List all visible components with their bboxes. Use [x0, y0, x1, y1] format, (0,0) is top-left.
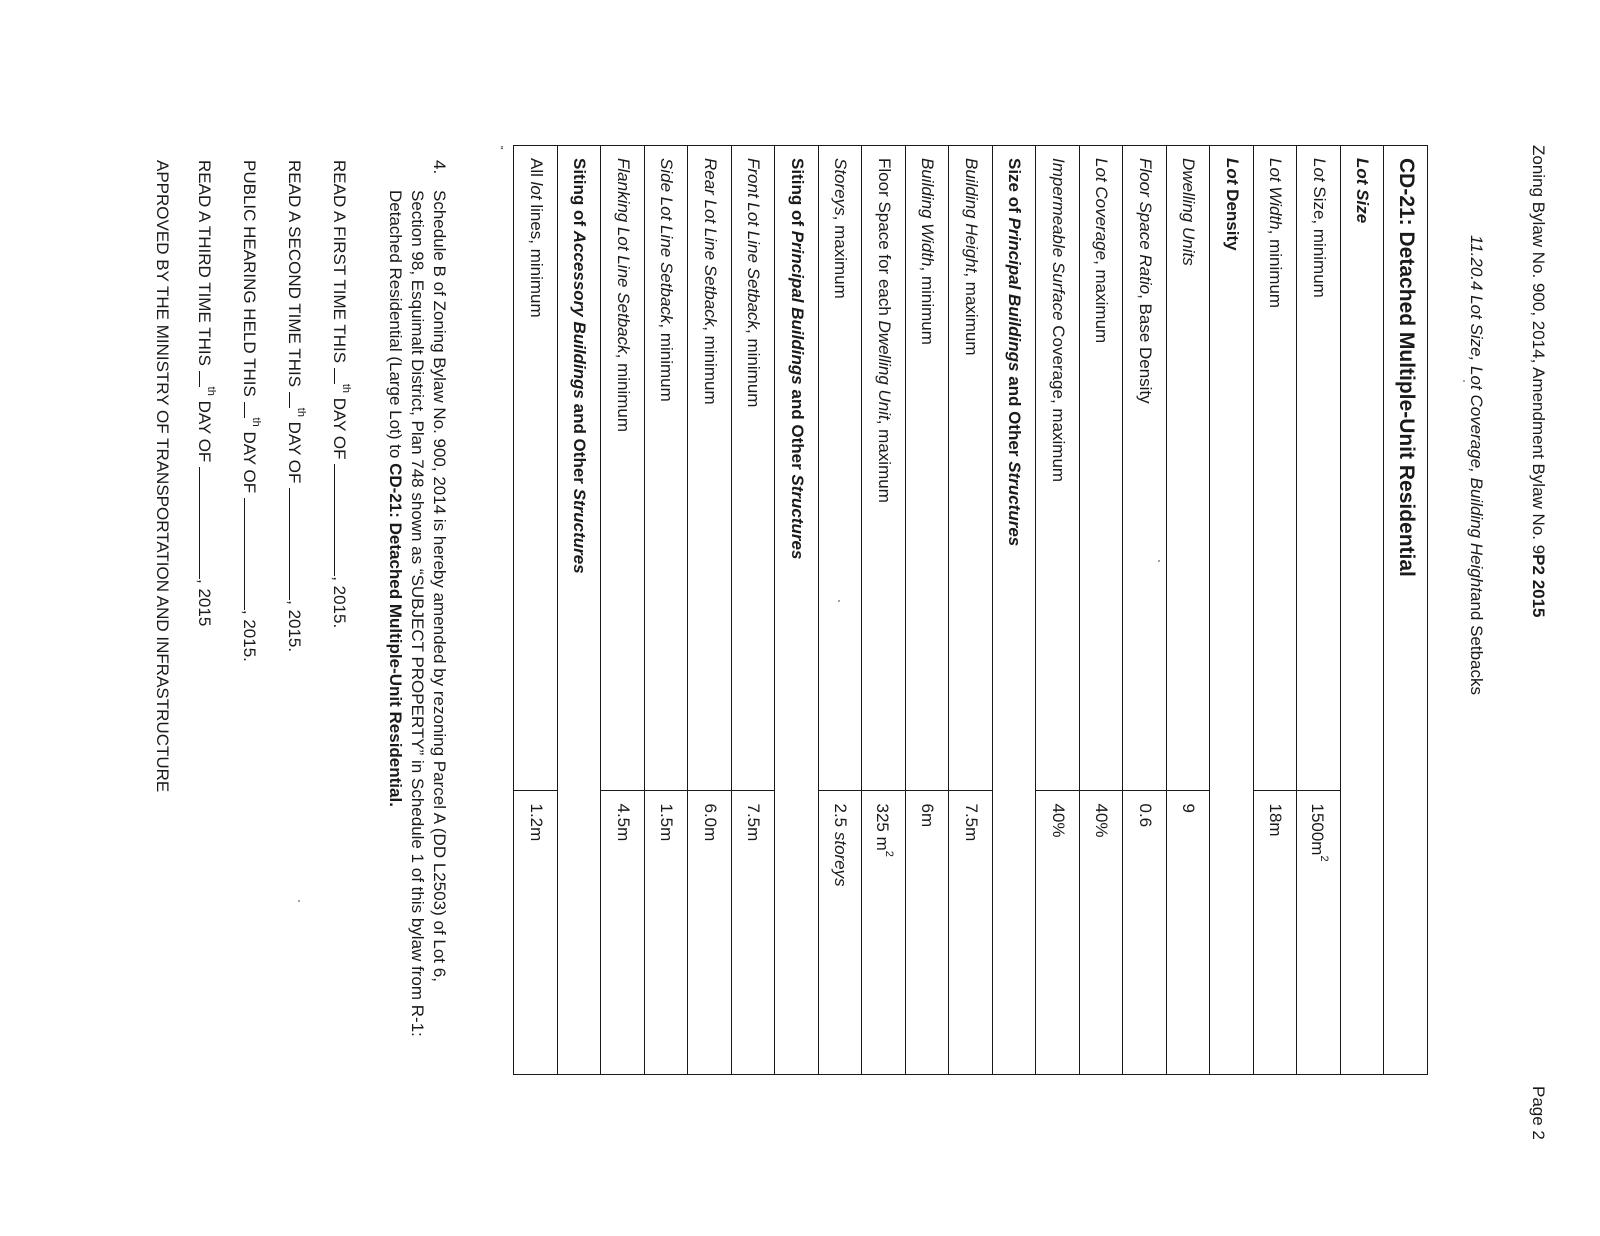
section-term-lot-coverage: Lot Coverage — [1467, 366, 1486, 469]
row-heading-siting-accessory — [558, 146, 602, 1075]
term: Accessory Buildings — [570, 230, 590, 399]
reading-label: READ A FIRST TIME THIS — [330, 160, 349, 368]
row-value: 6m — [906, 791, 950, 1075]
term: Structures — [570, 488, 590, 574]
row-label — [1167, 146, 1211, 791]
row-value: 6.0m — [688, 791, 732, 1075]
term: Impermeable Surface — [1048, 158, 1068, 321]
reading-dayof: DAY OF — [240, 426, 259, 498]
table-row — [645, 146, 689, 1075]
table-title-row — [1384, 146, 1428, 1075]
heading-part: and Other — [570, 398, 590, 489]
row-heading-size — [993, 146, 1037, 1075]
row-value: 40% — [1080, 791, 1124, 1075]
table-row — [1036, 146, 1080, 1075]
superscript: 2 — [883, 850, 896, 857]
superscript: th — [205, 386, 217, 396]
table-row — [775, 146, 819, 1075]
table-row — [1210, 146, 1254, 1075]
term: Principal Buildings — [1005, 217, 1025, 372]
label-rest: Coverage, maximum — [1048, 320, 1068, 483]
term: Lot Coverage — [1092, 158, 1112, 261]
label-part: All — [526, 158, 546, 182]
heading-part: Siting of — [570, 158, 590, 231]
table-row — [1254, 146, 1298, 1075]
label-rest: , Base Density — [1135, 294, 1155, 404]
table-row — [949, 146, 993, 1075]
label-rest: , minimum — [1266, 229, 1286, 309]
row-heading-lot-density — [1210, 146, 1254, 1075]
label-rest: , minimum — [657, 323, 677, 402]
table-row — [1297, 146, 1341, 1075]
reading-dayof: DAY OF — [285, 416, 304, 489]
closing-quote: " — [493, 146, 504, 150]
section-term-building-height: Building Height — [1467, 477, 1486, 592]
row-value: 7.5m — [732, 791, 776, 1075]
row-value: 1.5m — [645, 791, 689, 1075]
table-row — [601, 146, 645, 1075]
superscript: 2 — [1318, 855, 1331, 862]
term: Dwelling Unit — [874, 320, 894, 420]
reading-dayof: DAY OF — [195, 395, 214, 468]
term: Floor Space Ratio — [1135, 158, 1155, 295]
scan-speck — [1158, 560, 1160, 562]
term: Principal Buildings — [787, 230, 807, 385]
label-rest: , minimum — [700, 326, 720, 405]
superscript: th — [295, 407, 307, 417]
table-row — [993, 146, 1037, 1075]
term: Dwelling Units — [1179, 158, 1199, 266]
regulations-table — [514, 145, 1429, 1075]
row-label — [601, 146, 645, 791]
reading-label: READ A THIRD TIME THIS — [195, 160, 214, 371]
page-number: Page 2 — [1529, 1086, 1548, 1140]
label-part: Floor Space for each — [874, 158, 894, 321]
reading-first — [329, 160, 352, 628]
term: Side Lot Line Setback — [657, 158, 677, 324]
row-value: 1.2m — [514, 791, 558, 1075]
approval-line: APPROVED BY THE MINISTRY OF TRANSPORTATION AND INFRASTRUCTURE — [153, 160, 172, 793]
row-label — [1297, 146, 1341, 791]
term: Lot — [1222, 158, 1242, 185]
row-label — [819, 146, 863, 791]
table-row — [1123, 146, 1167, 1075]
reading-label: PUBLIC HEARING HELD THIS — [240, 160, 259, 402]
row-label — [1036, 146, 1080, 791]
blank-month — [244, 498, 259, 610]
table-row — [1167, 146, 1211, 1075]
blank-month — [334, 464, 349, 576]
blank-day — [289, 392, 304, 408]
label-rest: Size, minimum — [1309, 181, 1329, 298]
heading-part: Siting of — [787, 158, 807, 231]
term: Rear Lot Line Setback — [700, 158, 720, 327]
section-title: 11.20.4 Lot Size, Lot Coverage, Building Heightand Setbacks — [1467, 235, 1486, 695]
scan-speck — [838, 600, 840, 602]
blank-day — [334, 368, 349, 384]
header-left-text: Zoning Bylaw No. 900, 2014, Amendment Bylaw No. 9 — [1529, 145, 1548, 555]
reading-second — [284, 160, 307, 652]
reading-dayof: DAY OF — [330, 393, 349, 465]
value-text: 2.5 — [831, 803, 851, 832]
reading-year: , 2015 — [195, 579, 214, 627]
row-value — [1297, 791, 1341, 1075]
reading-year: , 2015. — [240, 609, 259, 662]
paragraph-text — [384, 190, 450, 1040]
blank-day — [199, 371, 214, 387]
row-heading-lot-size: Lot Size — [1341, 146, 1385, 1075]
scan-speck — [298, 900, 300, 902]
reading-year: , 2015. — [285, 600, 304, 653]
term: Building Width — [918, 158, 938, 267]
term: Front Lot Line Setback — [744, 158, 764, 330]
row-value: 7.5m — [949, 791, 993, 1075]
row-value: 9 — [1167, 791, 1211, 1075]
term: Structures — [787, 474, 807, 560]
table-row — [819, 146, 863, 1075]
row-value: 4.5m — [601, 791, 645, 1075]
row-label — [906, 146, 950, 791]
blank-month — [289, 488, 304, 600]
value-text: 325 m — [873, 803, 893, 851]
term: lot — [526, 181, 546, 200]
heading-part: and Other — [1005, 371, 1025, 462]
superscript: th — [340, 383, 352, 394]
table-row — [558, 146, 602, 1075]
heading-rest: Density — [1222, 184, 1242, 251]
header-bylaw-title — [1528, 145, 1548, 618]
table-row — [862, 146, 906, 1075]
paragraph-number: 4. — [430, 160, 449, 175]
section-term-lot-size: Lot Size — [1467, 295, 1486, 357]
row-value — [819, 791, 863, 1075]
reading-public-hearing — [239, 160, 262, 662]
term: Storeys — [831, 158, 851, 216]
row-label — [514, 146, 558, 791]
section-number: 11.20.4 — [1467, 235, 1486, 291]
row-heading-siting-principal — [775, 146, 819, 1075]
value-unit: storeys — [831, 831, 851, 887]
header-overlap-text: P2 2015 — [1529, 554, 1548, 618]
row-value: 0.6 — [1123, 791, 1167, 1075]
table-row — [906, 146, 950, 1075]
row-value: 40% — [1036, 791, 1080, 1075]
term: Structures — [1005, 461, 1025, 547]
row-value: 18m — [1254, 791, 1298, 1075]
value-text: 1500m — [1308, 803, 1328, 856]
superscript: th — [250, 417, 262, 427]
label-rest: , minimum — [918, 266, 938, 345]
row-label — [1080, 146, 1124, 791]
table-title: CD-21: Detached Multiple-Unit Residential — [1384, 146, 1428, 1075]
paragraph-body: Schedule B of Zoning Bylaw No. 900, 2014 is hereby amended by rezoning Parcel A (DD L2503) of Lot 6, Section 98, Esquimalt District, Plan 748 shown as “SUBJECT PROPERTY” in Schedule 1 of this bylaw from R-1: Detached Residential (Large Lot) to — [386, 190, 449, 1037]
label-rest: , minimum — [613, 353, 633, 433]
row-label — [949, 146, 993, 791]
label-rest: , maximum — [1092, 260, 1112, 344]
section-term-setbacks: and Setbacks — [1467, 591, 1486, 695]
heading-part: Size of — [1005, 158, 1025, 218]
table-row — [514, 146, 558, 1075]
row-label — [645, 146, 689, 791]
row-label — [862, 146, 906, 791]
label-rest: , maximum — [961, 272, 981, 356]
row-value — [862, 791, 906, 1075]
row-label — [1254, 146, 1298, 791]
term: Flanking Lot Line Setback — [613, 158, 633, 354]
label-rest: , maximum — [874, 419, 894, 503]
term: Lot Width — [1266, 158, 1286, 230]
term: Lot — [1309, 158, 1329, 182]
paragraph-bold-zone: CD-21: Detached Multiple-Unit Residential. — [386, 463, 405, 807]
row-label — [732, 146, 776, 791]
row-label — [1123, 146, 1167, 791]
row-label — [688, 146, 732, 791]
label-rest: , minimum — [744, 329, 764, 408]
heading-part: and Other — [787, 384, 807, 475]
label-rest: lines, minimum — [526, 199, 546, 318]
blank-day — [244, 402, 259, 418]
table-row — [1080, 146, 1124, 1075]
blank-month — [199, 467, 214, 579]
reading-label: READ A SECOND TIME THIS — [285, 160, 304, 392]
table-row — [688, 146, 732, 1075]
table-row — [732, 146, 776, 1075]
scan-speck — [1463, 380, 1465, 382]
label-rest: , maximum — [831, 215, 851, 299]
term: Building Height — [961, 158, 981, 273]
reading-year: , 2015. — [330, 576, 349, 629]
table-row — [1341, 146, 1385, 1075]
reading-third — [194, 160, 217, 626]
